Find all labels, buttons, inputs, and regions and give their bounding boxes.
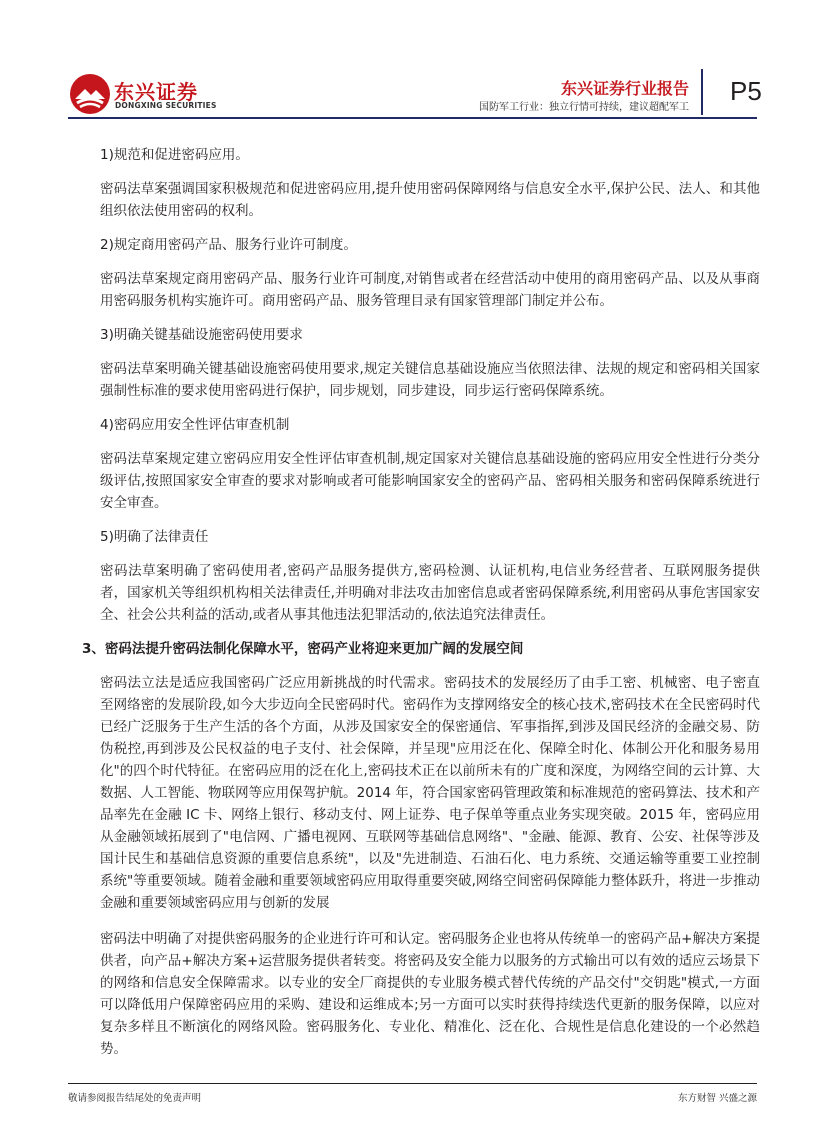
header-divider [701,69,703,115]
footer-slogan: 东方财智 兴盛之源 [677,1093,757,1104]
point-paragraph-4: 密码法草案规定建立密码应用安全性评估审查机制,规定国家对关键信息基础设施的密码应用安全性进行分类分级评估,按照国家安全审查的要求对影响或者可能影响国家安全的密码产品、密码相关服务和密码保障系统进行安全审查。 [100,451,760,511]
page-header [0,0,827,120]
point-heading-4: 4)密码应用安全性评估审查机制 [100,417,290,433]
point-paragraph-5: 密码法草案明确了密码使用者,密码产品服务提供方,密码检测、认证机构,电信业务经营者、互联网服务提供者，国家机关等组织机构相关法律责任,并明确对非法攻击加密信息或者密码保障系统,利用密码从事危害国家安全、社会公共利益的活动,或者从事其他违法犯罪活动的,依法追究法律责任。 [100,563,760,623]
report-body [82,146,760,1060]
footer-disclaimer: 敬请参阅报告结尾处的免责声明 [68,1093,202,1104]
point-heading-1: 1)规范和促进密码应用。 [100,147,249,163]
report-title: 东兴证券行业报告 [560,79,689,98]
point-heading-5: 5)明确了法律责任 [100,529,209,545]
point-paragraph-2: 密码法草案规定商用密码产品、服务行业许可制度,对销售或者在经营活动中使用的商用密码产品、以及从事商用密码服务机构实施许可。商用密码产品、服务管理目录有国家管理部门制定并公布。 [100,271,760,309]
section-heading-3: 3、密码法提升密码法制化保障水平，密码产业将迎来更加广阔的发展空间 [82,641,524,657]
company-logo [68,72,217,118]
page-number: P5 [730,76,762,106]
section-paragraph-1: 密码法立法是适应我国密码广泛应用新挑战的时代需求。密码技术的发展经历了由手工密、机械密、电子密直至网络密的发展阶段,如今大步迈向全民密码时代。密码作为支撑网络安全的核心技术,密码技术在全民密码时代已经广泛服务于生产生活的各个方面，从涉及国家安全的保密通信、军事指挥,到涉及国民经济的金融交易、防伪税控,再到涉及公民权益的电子支付、社会保障，并呈现"应用泛在化、保障全时化、体制公开化和服务易用化"的四个时代特征。在密码应用的泛在化上,密码技术正在以前所未有的广度和深度，为网络空间的云计算、大数据、人工智能、物联网等应用保驾护航。2014 年，符合国家密码管理政策和标准规范的密码算法、技术和产品率先在金融 IC 卡、网络上银行、移动支付、网上证券、电子保单等重点业务实现突破。2015 年，密码应用从金融领域拓展到了"电信网、广播电视网、互联网等基础信息网络"、"金融、能源、教育、公安、社保等涉及国计民生和基础信息资源的重要信息系统"，以及"先进制造、石油石化、电力系统、交通运输等重要工业控制系统"等重要领域。随着金融和重要领域密码应用取得重要突破,网络空间密码保障能力整体跃升，将进一步推动金融和重要领域密码应用与创新的发展 [100,675,760,911]
report-subtitle: 国防军工行业：独立行情可持续，建议超配军工 [479,102,689,113]
point-paragraph-1: 密码法草案强调国家积极规范和促进密码应用,提升使用密码保障网络与信息安全水平,保护公民、法人、和其他组织依法使用密码的权利。 [100,181,760,219]
section-paragraph-2: 密码法中明确了对提供密码服务的企业进行许可和认定。密码服务企业也将从传统单一的密码产品+解决方案提供者，向产品+解决方案+运营服务提供者转变。将密码及安全能力以服务的方式输出可以有效的适应云场景下的网络和信息安全保障需求。以专业的安全厂商提供的专业服务模式替代传统的产品交付"交钥匙"模式,一方面可以降低用户保障密码应用的采购、建设和运维成本;另一方面可以实时获得持续迭代更新的服务保障，以应对复杂多样且不断演化的网络风险。密码服务化、专业化、精准化、泛在化、合规性是信息化建设的一个必然趋势。 [100,931,760,1057]
logo-english-name: DONGXING SECURITIES [115,101,217,110]
header-rule [68,117,757,119]
point-heading-2: 2)规定商用密码产品、服务行业许可制度。 [100,237,357,253]
logo-chinese-name: 东兴证券 [114,80,198,104]
footer-rule [68,1083,757,1084]
point-heading-3: 3)明确关键基础设施密码使用要求 [100,327,303,343]
dongxing-logo-icon [68,72,112,116]
point-paragraph-3: 密码法草案明确关键基础设施密码使用要求,规定关键信息基础设施应当依照法律、法规的规定和密码相关国家强制性标准的要求使用密码进行保护，同步规划，同步建设，同步运行密码保障系统。 [100,361,760,399]
